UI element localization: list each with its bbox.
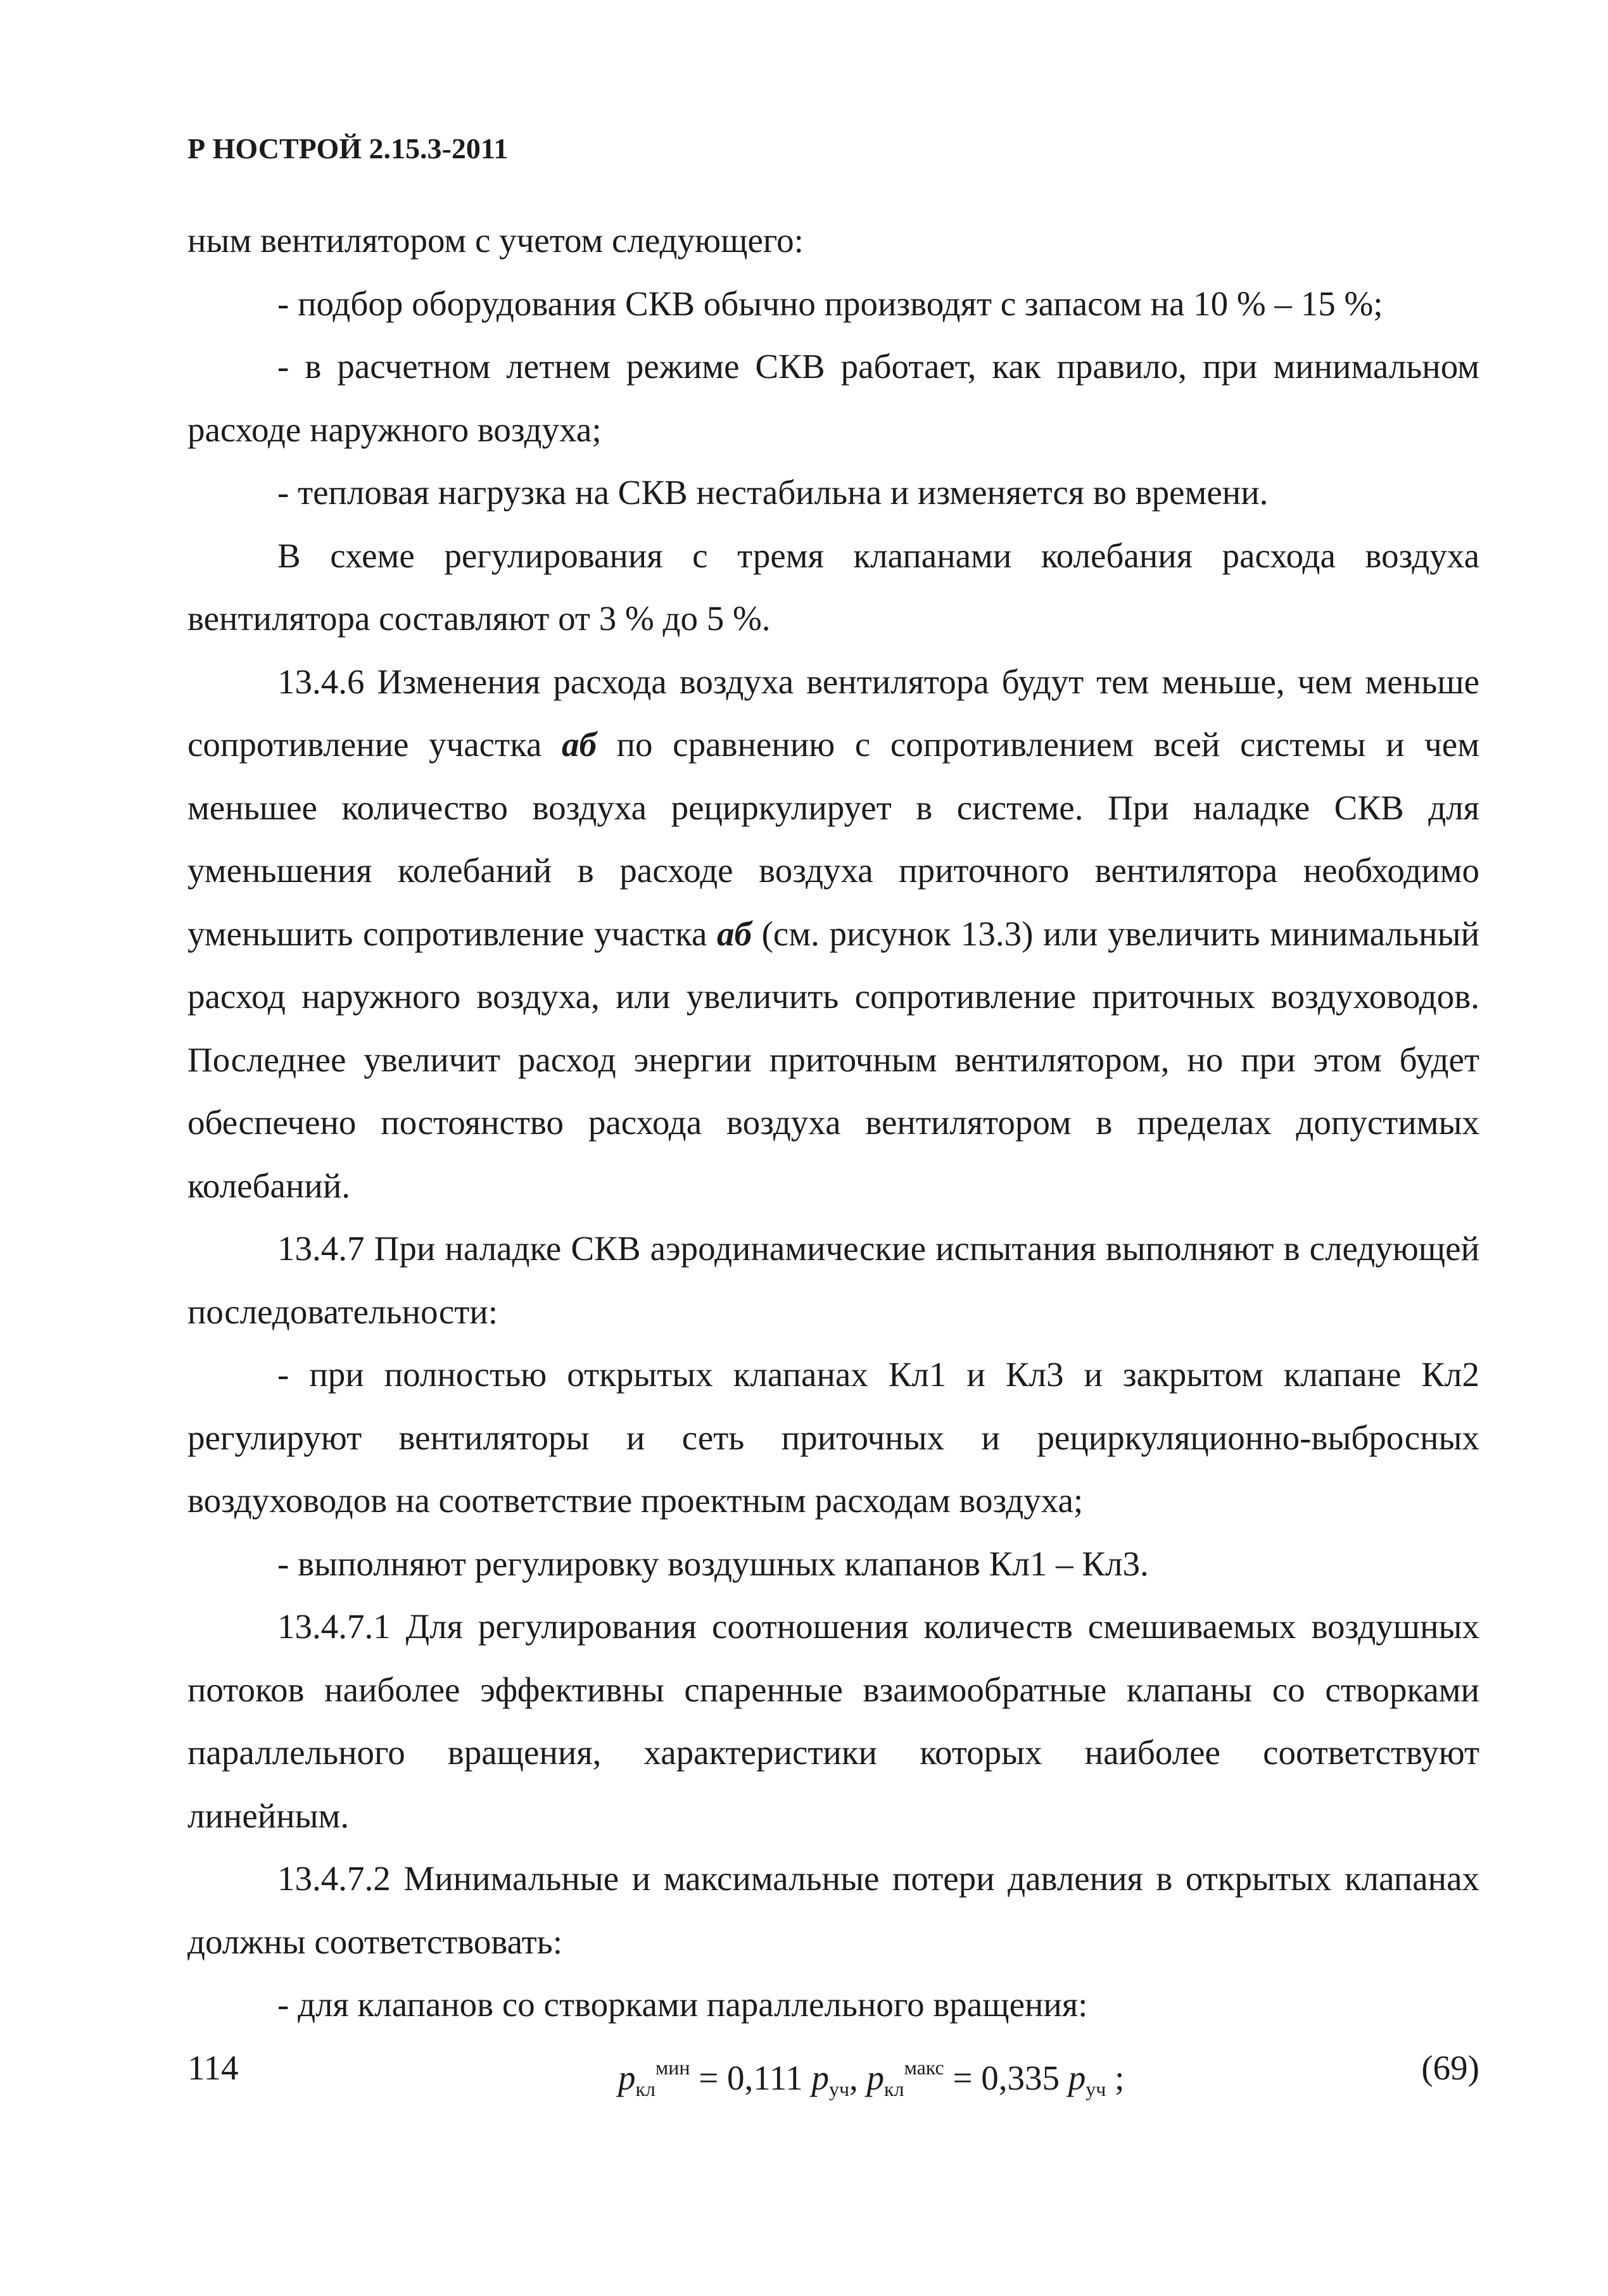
formula-text: , xyxy=(849,2058,867,2097)
paragraph-13-4-7-1: 13.4.7.1 Для регулирования соотношения количеств смешиваемых воздушных потоков наиболее эффективны спаренные взаимообратные клапаны со створками параллельного вращения, характеристики которых наиболее соответствуют линейным. xyxy=(187,1607,1479,1835)
formula-sub: кл xyxy=(635,2077,656,2100)
formula-line xyxy=(187,2036,1479,2100)
formula-text: = 0,111 xyxy=(690,2058,812,2097)
list-item: - выполняют регулировку воздушных клапанов Кл1 – Кл3. xyxy=(277,1544,1149,1583)
page-content xyxy=(187,209,1479,2099)
paragraph-13-4-7-2: 13.4.7.2 Минимальные и максимальные потери давления в открытых клапанах должны соответствовать: xyxy=(187,1859,1479,1961)
list-item: - при полностью открытых клапанах Кл1 и Кл3 и закрытом клапане Кл2 регулируют вентиляторы и сеть приточных и рециркуляционно-выбросных воздуховодов на соответствие проектным расходам воздуха; xyxy=(187,1355,1479,1520)
paragraph-continuation: ным вентилятором с учетом следующего: xyxy=(187,221,804,260)
formula-sup: макс xyxy=(904,2055,944,2079)
formula-var-p: p xyxy=(811,2058,829,2097)
formula-69 xyxy=(618,2036,1124,2121)
paragraph-13-4-6 xyxy=(187,650,1479,1218)
list-item: - подбор оборудования СКВ обычно производят с запасом на 10 % – 15 %; xyxy=(277,284,1383,323)
text-run: по сравнению с сопротивлением всей системы и чем меньшее количество воздуха рециркулирует в системе. При наладке СКВ для уменьшения колебаний в расходе воздуха приточного вентилятора необходимо уменьшить сопротивление участка xyxy=(187,725,1479,953)
formula-sub: кл xyxy=(884,2077,904,2100)
document-code-header: Р НОСТРОЙ 2.15.3-2011 xyxy=(187,132,509,165)
list-item: - в расчетном летнем режиме СКВ работает, как правило, при минимальном расходе наружного воздуха; xyxy=(187,347,1479,449)
list-item: - для клапанов со створками параллельного вращения: xyxy=(277,1985,1088,2024)
paragraph: В схеме регулирования с тремя клапанами колебания расхода воздуха вентилятора составляют от 3 % до 5 %. xyxy=(187,536,1479,638)
formula-text: = 0,335 xyxy=(944,2058,1068,2097)
formula-text: ; xyxy=(1106,2058,1125,2097)
emphasis-ab: аб xyxy=(717,914,752,953)
text-run: 13.4.6 Изменения расхода воздуха вентилятора будут тем меньше, чем меньше сопротивление участка xyxy=(187,662,1479,764)
text-run: (см. рисунок 13.3) или увеличить минимальный расход наружного воздуха, или увеличить сопротивление приточных воздуховодов. Последнее увеличит расход энергии приточным вентилятором, но при этом будет обеспечено постоянство расхода воздуха вентилятором в пределах допустимых колебаний. xyxy=(187,914,1479,1205)
equation-number: (69) xyxy=(1421,2048,1479,2087)
formula-sub: уч xyxy=(828,2077,850,2100)
formula-var-p: p xyxy=(618,2058,636,2097)
emphasis-ab: аб xyxy=(562,725,597,764)
list-item: - тепловая нагрузка на СКВ нестабильна и изменяется во времени. xyxy=(277,473,1269,512)
formula-sup: мин xyxy=(655,2055,690,2079)
formula-var-p: p xyxy=(1068,2058,1086,2097)
page-number: 114 xyxy=(187,2048,239,2087)
formula-var-p: p xyxy=(866,2058,885,2097)
paragraph-13-4-7: 13.4.7 При наладке СКВ аэродинамические испытания выполняют в следующей последовательности: xyxy=(187,1229,1479,1331)
formula-sub: уч xyxy=(1086,2077,1106,2100)
